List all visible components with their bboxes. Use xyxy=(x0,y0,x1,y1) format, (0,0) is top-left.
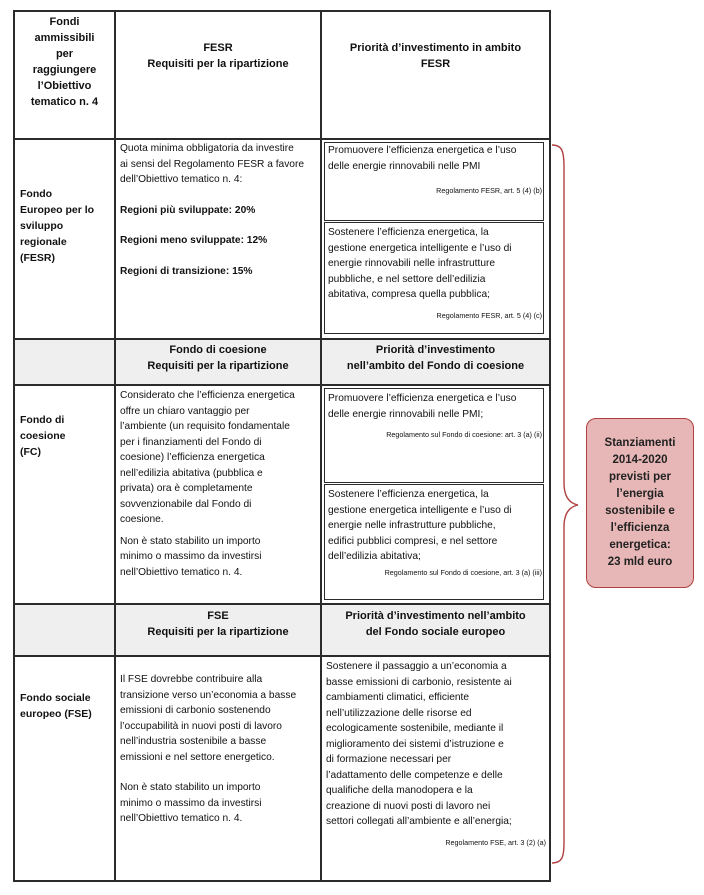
prio-line: ecologicamente sostenibile, mediante il xyxy=(326,723,504,734)
row-divider-5 xyxy=(13,655,551,657)
req-line: sovvenzionabile dal Fondo di xyxy=(120,498,252,510)
prio-line: l’adattamento delle competenze e delle xyxy=(326,769,503,781)
fund-name-line: (FC) xyxy=(20,446,41,458)
row-divider-2 xyxy=(13,338,551,340)
prio-line: qualifiche della manodopera e la xyxy=(326,785,473,796)
quota-less-developed: Regioni meno sviluppate: 12% xyxy=(120,235,268,246)
req-note-line: Non è stato stabilito un importo xyxy=(120,782,261,793)
prio-line: cambiamenti climatici, efficiente xyxy=(326,692,470,703)
req-line: emissioni e nel settore energetico. xyxy=(120,751,275,763)
callout-line: sostenibile e xyxy=(605,505,675,517)
req-note-line: minimo o massimo da investirsi xyxy=(120,797,262,809)
prio-line: Promuovere l’efficienza energetica e l’uso xyxy=(328,145,517,156)
fse-header-subtitle: Requisiti per la ripartizione xyxy=(147,626,289,638)
req-line: coesione) l’efficienza energetica xyxy=(120,452,265,463)
fund-name-line: Fondo sociale xyxy=(20,692,91,704)
fund-name-line: coesione xyxy=(20,430,66,442)
col-divider-1 xyxy=(114,10,116,882)
callout-line: l’energia xyxy=(616,488,664,500)
prio-line: Sostenere l’efficienza energetica, la xyxy=(328,489,489,500)
prio-line: energie nelle infrastrutture pubbliche, xyxy=(328,520,496,531)
col-divider-2 xyxy=(320,10,322,882)
prio-line: miglioramento dei sistemi d’istruzione e xyxy=(326,738,504,750)
req-line: l’occupabilità in nuovi posti di lavoro xyxy=(120,720,282,732)
req-line: coesione. xyxy=(120,514,164,525)
header-funds xyxy=(15,14,114,110)
req-line: nell’edilizia abitativa (pubblica e xyxy=(120,467,263,479)
fund-name-line: (FESR) xyxy=(20,252,55,264)
header-funds-line: Fondi xyxy=(49,16,80,28)
prio-line: delle energie rinnovabili nelle PMI xyxy=(328,160,481,172)
row-divider-1 xyxy=(13,138,551,140)
fse-header-requirements xyxy=(116,608,320,640)
header-funds-line: per xyxy=(55,48,74,60)
req-line: transizione verso un’economia a basse xyxy=(120,689,297,701)
quota-transition: Regioni di transizione: 15% xyxy=(120,265,253,277)
fse-fund-name xyxy=(20,690,114,722)
fund-name-line: europeo (FSE) xyxy=(20,708,92,720)
regulation-reference: Regolamento sul Fondo di coesione, art. 3 (a) (iii) xyxy=(384,567,542,577)
fesr-fund-name xyxy=(20,186,114,266)
quota-more-developed: Regioni più sviluppate: 20% xyxy=(120,204,256,216)
funding-callout xyxy=(586,418,694,588)
callout-line: l’efficienza xyxy=(610,522,670,534)
header-fesr-priorities xyxy=(322,40,549,72)
prio-line: nell’utilizzazione delle risorse ed xyxy=(326,707,472,719)
prio-line: energie rinnovabili nelle infrastrutture xyxy=(328,258,496,269)
fc-header-subtitle: Requisiti per la ripartizione xyxy=(147,360,289,372)
callout-line: energetica: xyxy=(609,539,671,551)
fc-header-requirements xyxy=(116,342,320,374)
header-prio-line: FESR xyxy=(420,58,451,70)
fc-header-title: Fondo di coesione xyxy=(169,344,267,356)
row-divider-4 xyxy=(13,603,551,605)
fse-header-priorities xyxy=(322,608,549,640)
regulation-reference: Regolamento FSE, art. 3 (2) (a) xyxy=(445,837,546,847)
req-line: privata) ora è completamente xyxy=(120,483,253,494)
regulation-reference: Regolamento FESR, art. 5 (4) (b) xyxy=(436,186,542,195)
fesr-priority-2 xyxy=(328,225,542,321)
regulation-reference: Regolamento sul Fondo di coesione: art. 3 (a) (ii) xyxy=(386,430,542,439)
req-line: l’ambiente (un requisito fondamentale xyxy=(120,421,290,432)
req-line: Il FSE dovrebbe contribuire alla xyxy=(120,674,263,685)
fund-name-line: Fondo di xyxy=(20,414,65,426)
header-fesr-subtitle: Requisiti per la ripartizione xyxy=(147,58,289,70)
prio-line: Sostenere il passaggio a un’economia a xyxy=(326,661,507,672)
callout-line: 23 mld euro xyxy=(607,556,673,568)
prio-line: gestione energetica intelligente e l’uso di xyxy=(328,242,512,254)
header-fesr-requirements xyxy=(116,40,320,72)
fc-fund-name xyxy=(20,412,114,460)
req-note-line: minimo o massimo da investirsi xyxy=(120,551,262,562)
fund-name-line: regionale xyxy=(20,236,67,248)
req-line: Considerato che l’efficienza energetica xyxy=(120,390,295,401)
prio-line: dell’edilizia abitativa; xyxy=(328,551,421,562)
fc-header-prio-line: Priorità d’investimento xyxy=(375,344,496,356)
row-divider-3 xyxy=(13,384,551,386)
req-line: dell’Obiettivo tematico n. 4: xyxy=(120,174,243,185)
fc-requirements xyxy=(120,388,318,580)
fund-name-line: Fondo xyxy=(20,188,53,200)
fesr-requirements xyxy=(120,141,318,279)
req-line: Quota minima obbligatoria da investire xyxy=(120,143,294,154)
req-note-line: nell’Obiettivo tematico n. 4. xyxy=(120,566,243,578)
header-fesr-title: FESR xyxy=(203,42,233,54)
prio-line: settori collegati all’ambiente e all’energia; xyxy=(326,816,512,827)
header-prio-line: Priorità d’investimento in ambito xyxy=(349,42,522,54)
callout-line: Stanziamenti xyxy=(604,437,676,449)
req-line: per i finanziamenti del Fondo di xyxy=(120,436,262,448)
fse-header-title: FSE xyxy=(207,610,229,622)
req-line: nell’industria sostenibile a basse xyxy=(120,736,267,747)
prio-line: gestione energetica intelligente e l’uso di xyxy=(328,504,512,516)
prio-line: di formazione necessari per xyxy=(326,754,452,765)
callout-line: previsti per xyxy=(609,471,671,483)
header-funds-line: tematico n. 4 xyxy=(30,96,99,108)
prio-line: Sostenere l’efficienza energetica, la xyxy=(328,227,489,238)
req-line: offre un chiaro vantaggio per xyxy=(120,405,250,417)
prio-line: delle energie rinnovabili nelle PMI; xyxy=(328,408,484,420)
req-line: emissioni di carbonio sostenendo xyxy=(120,705,271,716)
fc-priority-1 xyxy=(328,391,542,440)
header-funds-line: l’Obiettivo xyxy=(37,80,92,92)
fse-priority xyxy=(326,659,546,848)
req-note-line: Non è stato stabilito un importo xyxy=(120,535,261,547)
req-note-line: nell’Obiettivo tematico n. 4. xyxy=(120,813,243,824)
prio-line: basse emissioni di carbonio, resistente ai xyxy=(326,676,512,688)
fund-name-line: sviluppo xyxy=(20,220,64,232)
fse-requirements xyxy=(120,672,318,827)
fc-priority-2 xyxy=(328,487,542,578)
req-line: ai sensi del Regolamento FESR a favore xyxy=(120,158,305,170)
regulation-reference: Regolamento FESR, art. 5 (4) (c) xyxy=(436,310,542,320)
prio-line: pubbliche, e nel settore dell’edilizia xyxy=(328,273,486,285)
prio-line: abitativa, compresa quella pubblica; xyxy=(328,289,490,300)
fesr-priority-1 xyxy=(328,143,542,196)
fc-header-priorities xyxy=(322,342,549,374)
header-funds-line: raggiungere xyxy=(32,64,97,76)
fse-header-prio-line: Priorità d’investimento nell’ambito xyxy=(345,610,526,622)
fc-header-prio-line: nell’ambito del Fondo di coesione xyxy=(346,360,525,372)
curly-brace xyxy=(548,143,588,865)
callout-line: 2014-2020 xyxy=(612,454,668,466)
fse-header-prio-line: del Fondo sociale europeo xyxy=(365,626,506,638)
prio-line: creazione di nuovi posti di lavoro nei xyxy=(326,800,491,812)
prio-line: edifici pubblici compresi, e nel settore xyxy=(328,535,498,547)
header-funds-line: ammissibili xyxy=(34,32,95,44)
prio-line: Promuovere l’efficienza energetica e l’uso xyxy=(328,393,517,404)
fund-name-line: Europeo per lo xyxy=(20,204,95,216)
